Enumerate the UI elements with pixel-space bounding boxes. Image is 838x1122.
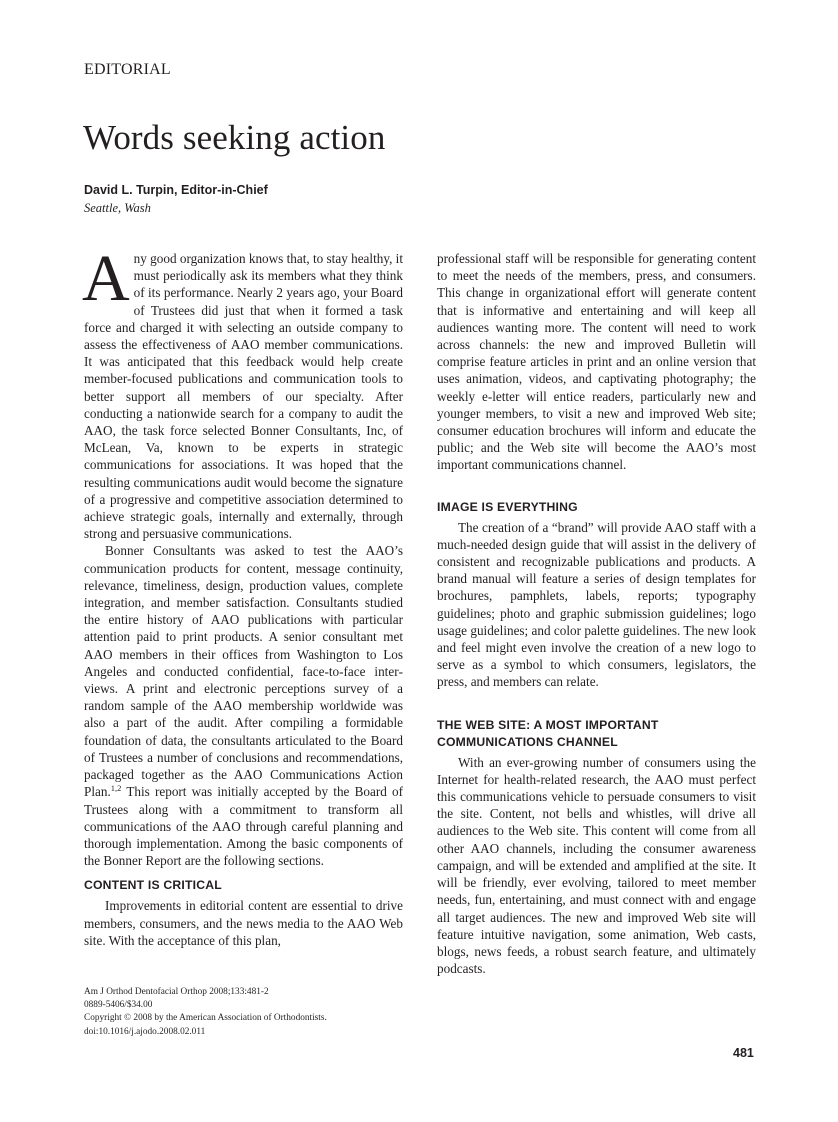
section-heading-website <box>437 717 756 751</box>
paragraph-intro <box>82 242 403 542</box>
journal-citation: Am J Orthod Dentofacial Orthop 2008;133:481-2 <box>84 987 269 997</box>
left-column <box>82 242 403 949</box>
author-affiliation: Seattle, Wash <box>84 201 151 215</box>
drop-cap: A <box>82 242 130 315</box>
page-number: 481 <box>733 1046 754 1060</box>
section-label: EDITORIAL <box>84 61 171 78</box>
paragraph-website: With an ever-growing number of consumers using the Internet for health-related research, the AAO must perfect this communications vehicle to persuade consumers to visit the site. Content, not bells and whistles, will drive all audiences to the Web site. This content will come from all other AAO channels, including the consumer awareness campaign, and will be extended and amplified at the site. It will be friendly, ever evolving, tailored to meet member needs, fun, entertaining, and must connect with and engage all target audiences. The new and improved Web site will feature intuitive navigation, some animation, Web casts, blogs, news feeds, a robust search feature, and ultimately podcasts. <box>437 754 756 977</box>
issn-price: 0889-5406/$34.00 <box>84 1000 153 1011</box>
citation-reference[interactable]: 1,2 <box>110 783 122 794</box>
section-heading-website-line2: COMMUNICATIONS CHANNEL <box>437 734 618 749</box>
paragraph-bonner-text-a: Bonner Consultants was asked to test the AAO’s communication products for content, message continuity, relevance, timeliness, design, production values, complete integration, and member satisfaction. Consultants studied the entire history of AAO publications with particular attention paid to print products. A senior consultant met AAO members in their offices from Washington to Los Angeles and conducted confidential, face-to-face interviews. A print and electronic perceptions survey of a random sample of the AAO membership worldwide was also a part of the audit. After compiling a formidable foundation of data, the consultants articulated to the Board of Trustees a number of conclusions and recommendations, packaged together as the AAO Communications Action Plan. <box>84 543 403 800</box>
section-heading-image: IMAGE IS EVERYTHING <box>437 499 578 514</box>
right-column <box>437 250 756 977</box>
paragraph-intro-text: ny good organization knows that, to stay healthy, it must periodically ask its members what they think of its performance. Nearly 2 years ago, your Board of Trustees did just that when it formed a task force and charged it with selecting an outside company to assess the effectiveness of AAO member communications. It was anticipated that this feedback would help create member-focused publications and communication tools to better support all members of our specialty. After conducting a nationwide search for a company to audit the AAO, the task force selected Bonner Consultants, Inc, of McLean, Va, known to be experts in strategic communications for associations. It was hoped that the resulting communications audit would become the signature of a progressive and competitive association determined to achieve strategic goals, internally and externally, through strong and persuasive communications. <box>84 251 403 542</box>
section-heading-website-line1: THE WEB SITE: A MOST IMPORTANT <box>437 717 659 732</box>
paragraph-content-continued: professional staff will be responsible for generating content to meet the needs of the members, press, and consumers. This change in organizational effort will generate content that is informative and entertaining and will keep all audiences wanting more. The content will need to work across channels: the new and improved Bulletin will comprise feature articles in print and an online version that uses animation, videos, and captivating photography; the weekly e-letter will entice readers, particularly new and younger members, to visit a new and improved Web site; consumer education brochures will inform and educate the public; and the Web site will become the AAO’s most important communications channel. <box>437 251 756 473</box>
article-title: Words seeking action <box>83 118 386 157</box>
doi-link[interactable]: doi:10.1016/j.ajodo.2008.02.011 <box>84 1026 206 1037</box>
copyright-notice: Copyright © 2008 by the American Association of Orthodontists. <box>84 1013 327 1024</box>
section-heading-content: CONTENT IS CRITICAL <box>84 878 222 893</box>
paragraph-image: The creation of a “brand” will provide AAO staff with a much-needed design guide that will assist in the delivery of consistent and recognizable publications and products. A brand manual will feature a series of design templates for brochures, pamphlets, labels, reports; typography guidelines; photo and graphic submission guidelines; logo usage guidelines; and color palette guidelines. The new look and feel might even involve the creation of a new logo to serve as a symbol to which consumers, legislators, the press, and members can relate. <box>437 519 756 690</box>
footer-citation-block <box>84 986 327 1039</box>
paragraph-bonner-text-b: This report was initially accepted by the Board of Trustees along with a commitment to transform all communications of the AAO through careful planning and thorough implementation. Among the basic components of the Bonner Report are the following sections. <box>84 784 403 869</box>
paragraph-content: Improvements in editorial content are essential to drive members, consumers, and the news media to the AAO Web site. With the acceptance of this plan, <box>84 898 403 948</box>
paragraph-bonner <box>84 542 403 869</box>
author-name: David L. Turpin, Editor-in-Chief <box>84 183 268 197</box>
